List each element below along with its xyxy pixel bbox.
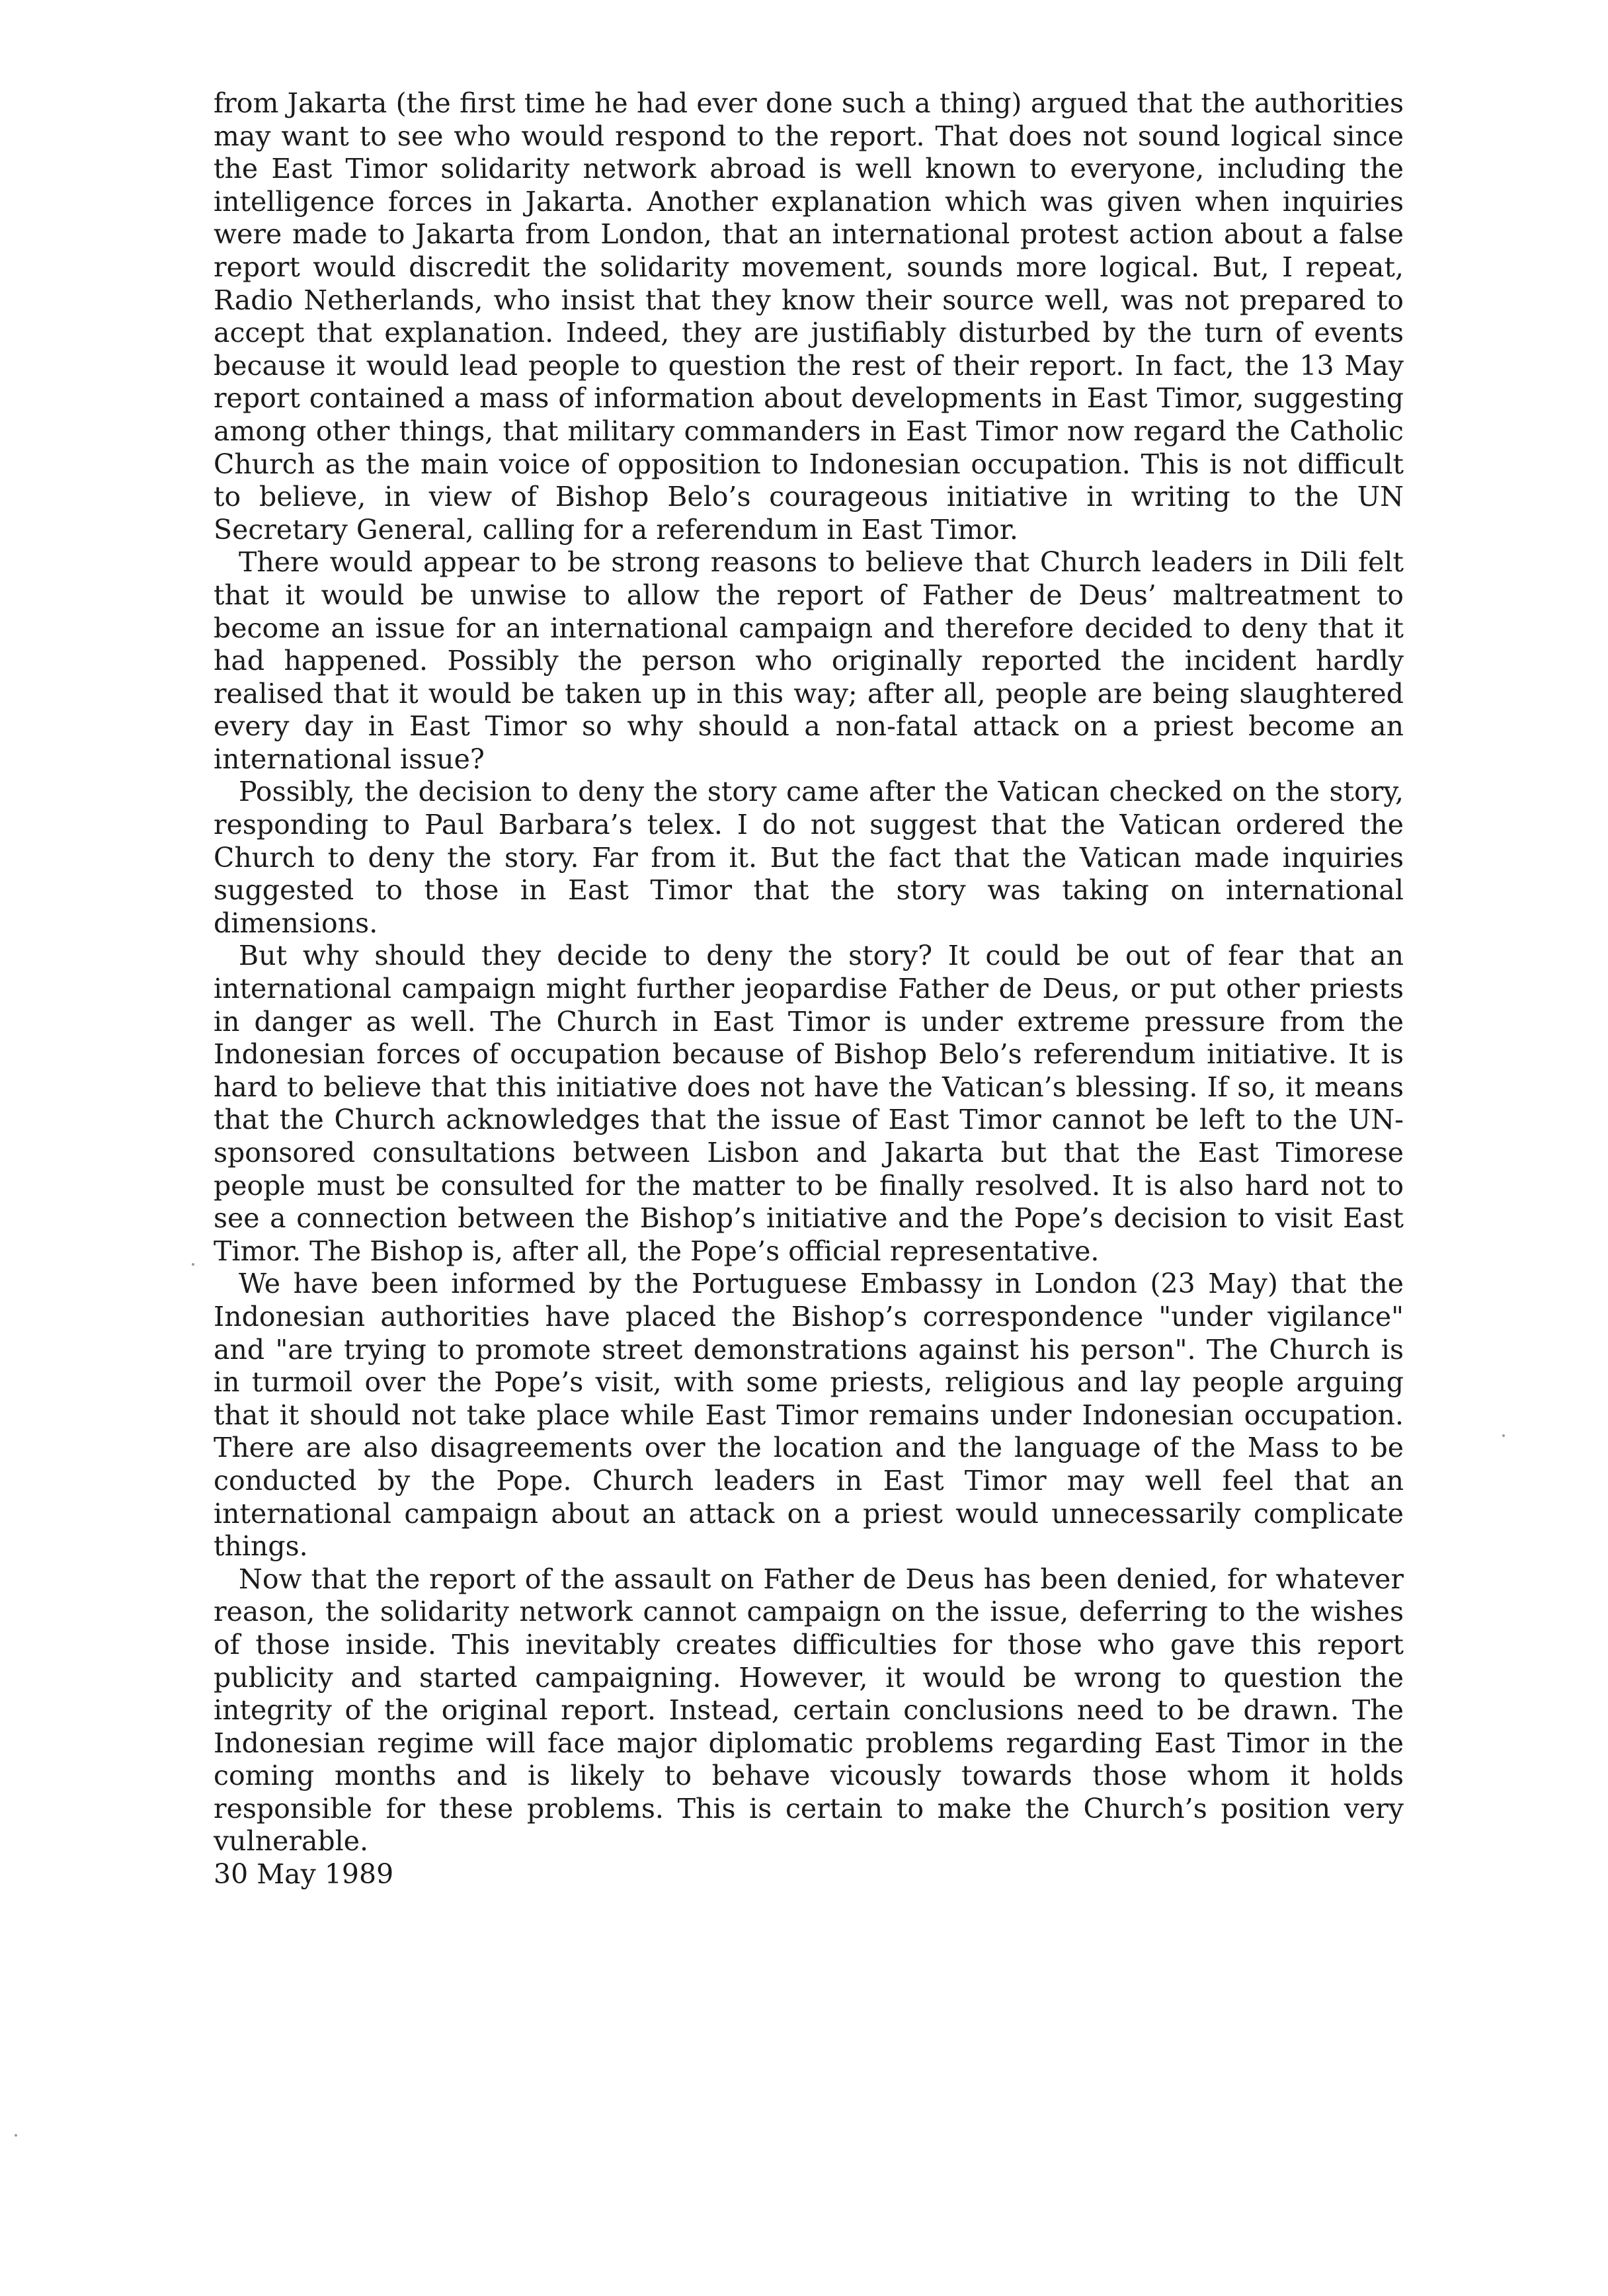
scan-speck (192, 1263, 194, 1266)
paragraph-church-leaders: There would appear to be strong reasons to believe that Church leaders in Dili felt that it would be unwise to allow the report of Father de Deus’ maltreatment to become an issue for an international campaign and therefore decided to deny that it had happened. Possibly the person who originally reported the incident hardly realised that it would be taken up in this way; after all, people are being slaughtered every day in East Timor so why should a non-fatal attack on a priest become an international issue? (214, 546, 1404, 775)
paragraph-portuguese-embassy: We have been informed by the Portuguese Embassy in London (23 May) that the Indonesian authorities have placed the Bishop’s correspondence "under vigilance" and "are trying to promote street demonstrations against his person". The Church is in turmoil over the Pope’s visit, with some priests, religious and lay people arguing that it should not take place while East Timor remains under Indonesian occupation. There are also disagreements over the location and the language of the Mass to be conducted by the Pope. Church leaders in East Timor may well feel that an international campaign about an attack on a priest would unnecessarily complicate things. (214, 1268, 1404, 1563)
paragraph-conclusions: Now that the report of the assault on Father de Deus has been denied, for whatever reason, the solidarity network cannot campaign on the issue, deferring to the wishes of those inside. This inevitably creates difficulties for those who gave this report publicity and started campaigning. However, it would be wrong to question the integrity of the original report. Instead, certain conclusions need to be drawn. The Indonesian regime will face major diplomatic problems regarding East Timor in the coming months and is likely to behave vicously towards those whom it holds responsible for these problems. This is certain to make the Church’s position very vulnerable. (214, 1563, 1404, 1858)
paragraph-why-deny: But why should they decide to deny the story? It could be out of fear that an international campaign might further jeopardise Father de Deus, or put other priests in danger as well. The Church in East Timor is under extreme pressure from the Indonesian forces of occupation because of Bishop Belo’s referendum initiative. It is hard to believe that this initiative does not have the Vatican’s blessing. If so, it means that the Church acknowledges that the issue of East Timor cannot be left to the UN-sponsored consultations between Lisbon and Jakarta but that the East Timorese people must be consulted for the matter to be finally resolved. It is also hard not to see a connection between the Bishop’s initiative and the Pope’s decision to visit East Timor. The Bishop is, after all, the Pope’s official representative. (214, 940, 1404, 1267)
paragraph-continuation: from Jakarta (the first time he had ever done such a thing) argued that the authorities may want to see who would respond to the report. That does not sound logical since the East Timor solidarity network abroad is well known to everyone, including the intelligence forces in Jakarta. Another explanation which was given when inquiries were made to Jakarta from London, that an international protest action about a false report would discredit the solidarity movement, sounds more logical. But, I repeat, Radio Netherlands, who insist that they know their source well, was not prepared to accept that explanation. Indeed, they are justifiably disturbed by the turn of events because it would lead people to question the rest of their report. In fact, the 13 May report contained a mass of information about developments in East Timor, suggesting among other things, that military commanders in East Timor now regard the Catholic Church as the main voice of opposition to Indonesian occupation. This is not difficult to believe, in view of Bishop Belo’s courageous initiative in writing to the UN Secretary General, calling for a referendum in East Timor. (214, 87, 1404, 546)
dateline: 30 May 1989 (214, 1858, 394, 1891)
paragraph-vatican-inquiry: Possibly, the decision to deny the story came after the Vatican checked on the story, responding to Paul Barbara’s telex. I do not suggest that the Vatican ordered the Church to deny the story. Far from it. But the fact that the Vatican made inquiries suggested to those in East Timor that the story was taking on international dimensions. (214, 776, 1404, 939)
article-body (214, 87, 1404, 1891)
scan-speck (1502, 1434, 1505, 1437)
scan-speck (15, 2134, 17, 2137)
